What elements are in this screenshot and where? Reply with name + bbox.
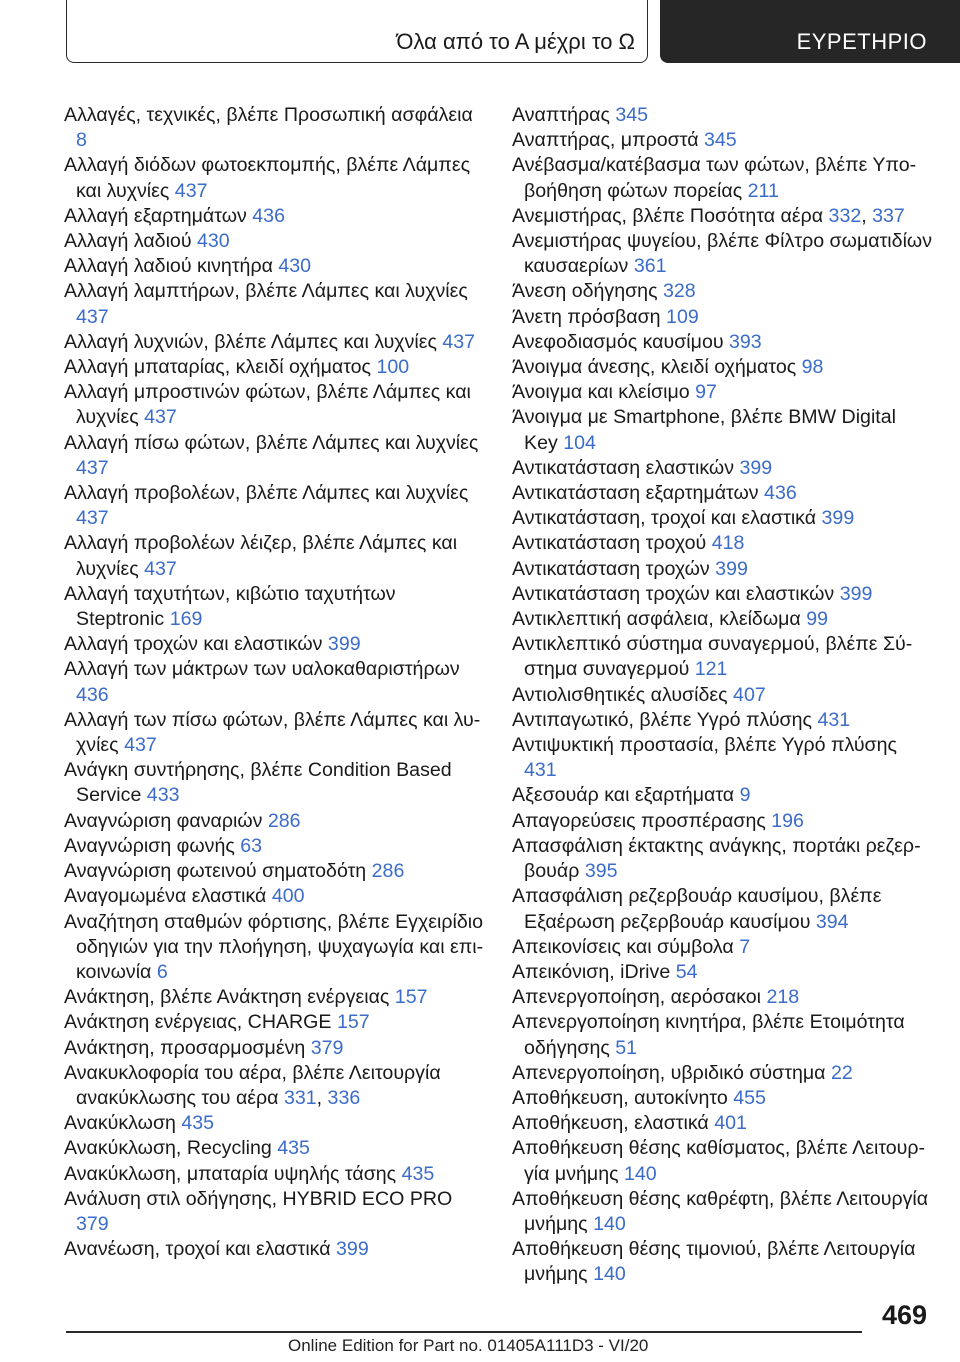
index-term: Ανακύκλωση, Recycling [64,1137,272,1160]
page-link[interactable]: 169 [169,608,203,631]
index-entry: Ανεμιστήρας, βλέπε Ποσότητα αέρα 332, 337 [512,204,905,227]
index-term: Αποθήκευση, ελαστικά [512,1112,709,1135]
index-entry [64,632,484,657]
index-term: Αναπτήρας, μπροστά [512,129,699,152]
index-entry [64,103,484,153]
index-entry [512,557,932,582]
index-term: Απενεργοποίηση, υβριδικό σύστημα [512,1061,826,1084]
index-term: Αλλαγή λαμπτήρων, βλέπε Λάμπες και λυχνίες [64,280,468,303]
page-link[interactable]: 437 [76,507,109,530]
index-entry: Ανακυκλοφορία του αέρα, βλέπε Λειτουργία ανακύκλωσης του αέρα 331, 336 [64,1061,441,1109]
page-link[interactable]: 63 [240,834,263,857]
index-term: Ανακύκλωση, μπαταρία υψηλής τάσης [64,1162,397,1185]
index-entry [512,330,932,355]
index-term: Αναπτήρας [512,104,610,126]
index-entry [512,1111,932,1136]
page-link[interactable]: 436 [76,683,109,706]
index-term: Αναζήτηση σταθμών φόρτισης, βλέπε Εγχειρίδιο οδηγιών για την πλοήγηση, ψυχαγωγία και επικοινωνία [64,910,484,983]
page-link[interactable]: 328 [662,280,696,303]
index-term: Αλλαγή διόδων φωτοεκπομπής, βλέπε Λάμπες και λυχνίες [64,154,471,202]
page-link[interactable]: 140 [593,1263,626,1286]
page-link[interactable]: 345 [704,129,737,152]
index-term: Άνοιγμα και κλείσιμο [512,381,690,404]
page-link[interactable]: 437 [76,305,109,328]
page-link[interactable]: 54 [675,960,698,983]
page-link[interactable]: 436 [764,482,797,505]
index-entry [512,456,932,481]
page-link[interactable]: 361 [633,255,667,278]
index-column-left [64,103,484,1262]
index-term: Αντικατάσταση, τροχοί και ελαστικά [512,507,817,530]
index-term: Αλλαγή μπαταρίας, κλειδί οχήματος [64,356,371,379]
index-entry [512,733,932,783]
index-term: Απενεργοποίηση κινητήρα, βλέπε Ετοιμότητα οδήγησης [512,1011,905,1059]
index-term: Απαγορεύσεις προσπέρασης [512,809,766,832]
index-entry [512,935,932,960]
page-link[interactable]: 395 [584,860,618,883]
index-entry [64,1136,484,1161]
index-entry [64,859,484,884]
index-entry [512,1086,932,1111]
index-entry [512,103,932,128]
index-term: Ανακύκλωση [64,1112,176,1135]
index-entry [64,229,484,254]
index-term: Ανάγκη συντήρησης, βλέπε Condition Based Service [64,759,452,807]
index-term: Αλλαγή προβολέων, βλέπε Λάμπες και λυχνίες [64,482,469,505]
page-link[interactable]: 6 [156,960,168,983]
index-term: Ανάκτηση, βλέπε Ανάκτηση ενέργειας [64,986,390,1009]
page-link[interactable]: 157 [394,986,428,1009]
index-entry [512,582,932,607]
index-term: Αντικλεπτικό σύστημα συναγερμού, βλέπε Σύστημα συναγερμού [512,633,913,681]
page-link[interactable]: 436 [252,204,285,227]
page-link[interactable]: 399 [336,1238,369,1261]
page-link[interactable]: 433 [146,784,180,807]
page-link[interactable]: 100 [376,356,410,379]
index-term: Αναγνώριση φωνής [64,834,235,857]
header-section-tab[interactable] [660,0,960,63]
header-breadcrumb-tab[interactable] [66,0,648,63]
page-link[interactable]: 435 [401,1162,435,1185]
index-term: Ανεφοδιασμός καυσίμου [512,330,724,353]
page-link[interactable]: 286 [267,809,301,832]
page-link[interactable]: 8 [76,129,87,152]
index-entry [64,330,484,355]
index-term: Ανανέωση, τροχοί και ελαστικά [64,1238,331,1261]
section-label: ΕΥΡΕΤΗΡΙΟ [796,29,927,54]
page-link[interactable]: 418 [711,532,745,555]
index-term: Ανακυκλοφορία του αέρα, βλέπε Λειτουργία ανακύκλωσης του αέρα [64,1061,441,1109]
index-term: Αλλαγή λαδιού κινητήρα [64,255,273,278]
page-link[interactable]: 399 [327,633,361,656]
index-term: Άνοιγμα με Smartphone, βλέπε BMW Digital Key [512,406,897,454]
page-link[interactable]: 196 [771,809,804,832]
index-entry [64,531,484,581]
index-entry [64,431,484,481]
index-term: Αντικατάσταση τροχών [512,557,710,580]
index-term: Αντιψυκτική προστασία, βλέπε Υγρό πλύσης [512,734,897,757]
index-entry [64,834,484,859]
page-link[interactable]: 345 [615,104,649,126]
page-link[interactable]: 399 [715,557,748,580]
page-link[interactable]: 437 [144,557,177,580]
page-link[interactable]: 140 [624,1162,657,1185]
page-link[interactable]: 431 [817,708,851,731]
index-entry [512,380,932,405]
index-entry [512,1237,932,1287]
index-entry [64,809,484,834]
index-entry [64,657,484,707]
page-link[interactable]: 435 [277,1137,310,1160]
index-entry [64,985,484,1010]
footer-divider [66,1331,862,1333]
index-term: Αξεσουάρ και εξαρτήματα [512,784,735,807]
index-term: Ανάκτηση, προσαρμοσμένη [64,1036,306,1059]
index-entry [64,708,484,758]
page-link[interactable]: 437 [76,456,109,479]
page-link[interactable]: 157 [336,1011,370,1034]
index-term: Απασφάλιση ρεζερβουάρ καυσίμου, βλέπε Εξαέρωση ρεζερβουάρ καυσίμου [512,885,882,933]
page-link[interactable]: 211 [747,179,779,202]
page-link[interactable]: 7 [739,935,751,958]
page-link[interactable]: 430 [278,255,312,278]
index-term: Αποθήκευση θέσης τιμονιού, βλέπε Λειτουργία μνήμης [512,1238,916,1286]
index-entry [512,128,932,153]
index-entry [64,355,484,380]
page-link[interactable]: 331 [283,1086,317,1109]
index-term: Αλλαγή εξαρτημάτων [64,204,247,227]
index-entry [64,1237,484,1262]
index-term: Ανάκτηση ενέργειας, CHARGE [64,1011,332,1034]
index-entry [512,481,932,506]
page-link[interactable]: 430 [197,230,230,253]
index-term: Αλλαγή προβολέων λέιζερ, βλέπε Λάμπες και λυχνίες [64,532,458,580]
page-link[interactable]: 455 [733,1086,766,1109]
page-link[interactable]: 9 [739,784,751,807]
index-term: Αντιολισθητικές αλυσίδες [512,683,728,706]
page-link[interactable]: 399 [839,582,873,605]
page-number: 469 [881,1300,927,1330]
page-link[interactable]: 218 [766,986,800,1009]
index-entry [64,153,484,203]
page-link[interactable]: 379 [76,1212,109,1235]
index-entry [64,254,484,279]
index-entry [512,960,932,985]
index-term: Αντικατάσταση τροχού [512,532,707,555]
page-link[interactable]: 393 [729,330,762,353]
breadcrumb-label: Όλα από το Α μέχρι το Ω [396,29,635,54]
index-entry [64,1187,484,1237]
index-entry [512,683,932,708]
index-term: Αλλαγή πίσω φώτων, βλέπε Λάμπες και λυχνίες [64,431,479,454]
index-term: Άνοιγμα άνεσης, κλειδί οχήματος [512,356,797,379]
index-entry [512,279,932,304]
page-link[interactable]: 394 [815,910,849,933]
index-entry [512,783,932,808]
index-term: Απενεργοποίηση, αερόσακοι [512,986,762,1009]
index-term: Αλλαγή μπροστινών φώτων, βλέπε Λάμπες και λυχνίες [64,381,471,429]
index-term: Αναγνώριση φαναριών [64,809,263,832]
index-entry [64,481,484,531]
index-entry [512,708,932,733]
page-link[interactable]: 51 [615,1036,638,1059]
page-link[interactable]: 140 [593,1212,626,1235]
page-link[interactable]: 437 [124,734,157,757]
index-entry [64,1162,484,1187]
index-entry [512,531,932,556]
page-link[interactable]: 109 [666,305,699,328]
page-link[interactable]: 337 [872,204,905,227]
index-entry [512,632,932,682]
page-link[interactable]: 407 [733,683,766,706]
index-term: Αλλαγή λυχνιών, βλέπε Λάμπες και λυχνίες [64,330,437,353]
page-link[interactable]: 399 [821,507,855,530]
index-entry [64,204,484,229]
index-term: Αντιπαγωτικό, βλέπε Υγρό πλύσης [512,708,812,731]
index-term: Αλλαγή ταχυτήτων, κιβώτιο ταχυτήτων Steptronic [64,582,396,631]
index-entry [64,884,484,909]
index-entry [512,153,932,203]
page-link[interactable]: 98 [801,356,824,379]
index-entry [64,279,484,329]
index-term: Αναγομωμένα ελαστικά [64,885,267,908]
index-entry [512,607,932,632]
index-term: Ανέβασμα/κατέβασμα των φώτων, βλέπε Υποβοήθηση φώτων πορείας [512,154,917,202]
index-term: Άνεση οδήγησης [512,280,658,303]
index-entry [512,506,932,531]
page-link[interactable]: 336 [327,1086,361,1109]
page-link[interactable]: 99 [806,608,828,631]
index-term: Αντικατάσταση τροχών και ελαστικών [512,582,835,605]
index-entry [64,910,484,986]
index-entry [64,1036,484,1061]
index-entry [512,834,932,884]
index-term: Αντικατάσταση ελαστικών [512,456,734,479]
index-term: Αναγνώριση φωτεινού σηματοδότη [64,860,367,883]
page-link[interactable]: 437 [174,179,208,202]
index-entry [512,985,932,1010]
page-link[interactable]: 435 [181,1112,215,1135]
index-term: Αλλαγή των πίσω φώτων, βλέπε Λάμπες και λυχνίες [64,708,481,757]
index-term: Αλλαγή λαδιού [64,230,192,253]
index-term: Ανάλυση στιλ οδήγησης, HYBRID ECO PRO [64,1187,453,1210]
index-entry [512,884,932,934]
index-term: Αλλαγή των μάκτρων των υαλοκαθαριστήρων [64,658,460,681]
page-link[interactable]: 399 [739,456,773,479]
index-entry [512,1010,932,1060]
index-entry [64,758,484,808]
index-entry [512,809,932,834]
index-term: Αποθήκευση θέσης καθρέφτη, βλέπε Λειτουργία μνήμης [512,1187,929,1235]
index-term: Αποθήκευση, αυτοκίνητο [512,1086,728,1109]
index-entry [64,380,484,430]
index-entry [512,1061,932,1086]
page-link[interactable]: 286 [371,860,405,883]
index-term: Απασφάλιση έκτακτης ανάγκης, πορτάκι ρεζερβουάρ [512,834,921,883]
page-link[interactable]: 22 [830,1061,853,1084]
index-term: Άνετη πρόσβαση [512,305,661,328]
index-column-right [512,103,932,1288]
page-link[interactable]: 431 [524,759,557,782]
index-term: Αποθήκευση θέσης καθίσματος, βλέπε Λειτουργία μνήμης [512,1137,926,1185]
page-link[interactable]: 437 [144,406,177,429]
page-link[interactable]: 121 [694,658,728,681]
index-entry [512,229,932,279]
page-link[interactable]: 332 [828,204,862,227]
index-entry [512,1136,932,1186]
index-entry [512,1187,932,1237]
index-entry [64,1111,484,1136]
index-entry [512,405,932,455]
footer-edition: Online Edition for Part no. 01405A111D3 - VI/20 [288,1336,649,1355]
index-entry [64,1010,484,1035]
index-entry [512,355,932,380]
page-link[interactable]: 437 [442,330,476,353]
index-term: Αλλαγή τροχών και ελαστικών [64,633,323,656]
index-term: Απεικόνιση, iDrive [512,960,671,983]
page-link[interactable]: 379 [310,1036,344,1059]
index-term: Αλλαγές, τεχνικές, βλέπε Προσωπική ασφάλεια [64,104,473,126]
index-entry [512,305,932,330]
index-term: Ανεμιστήρας ψυγείου, βλέπε Φίλτρο σωματιδίων καυσαερίων [512,230,933,278]
index-term: Απεικονίσεις και σύμβολα [512,935,734,958]
page-link[interactable]: 104 [563,431,596,454]
page-link[interactable]: 97 [695,381,717,404]
index-term: Ανεμιστήρας, βλέπε Ποσότητα αέρα [512,204,824,227]
index-term: Αντικατάσταση εξαρτημάτων [512,482,759,505]
index-entry [64,582,484,632]
index-term: Αντικλεπτική ασφάλεια, κλείδωμα [512,608,801,631]
page-link[interactable]: 401 [714,1112,747,1135]
page-link[interactable]: 400 [271,885,305,908]
